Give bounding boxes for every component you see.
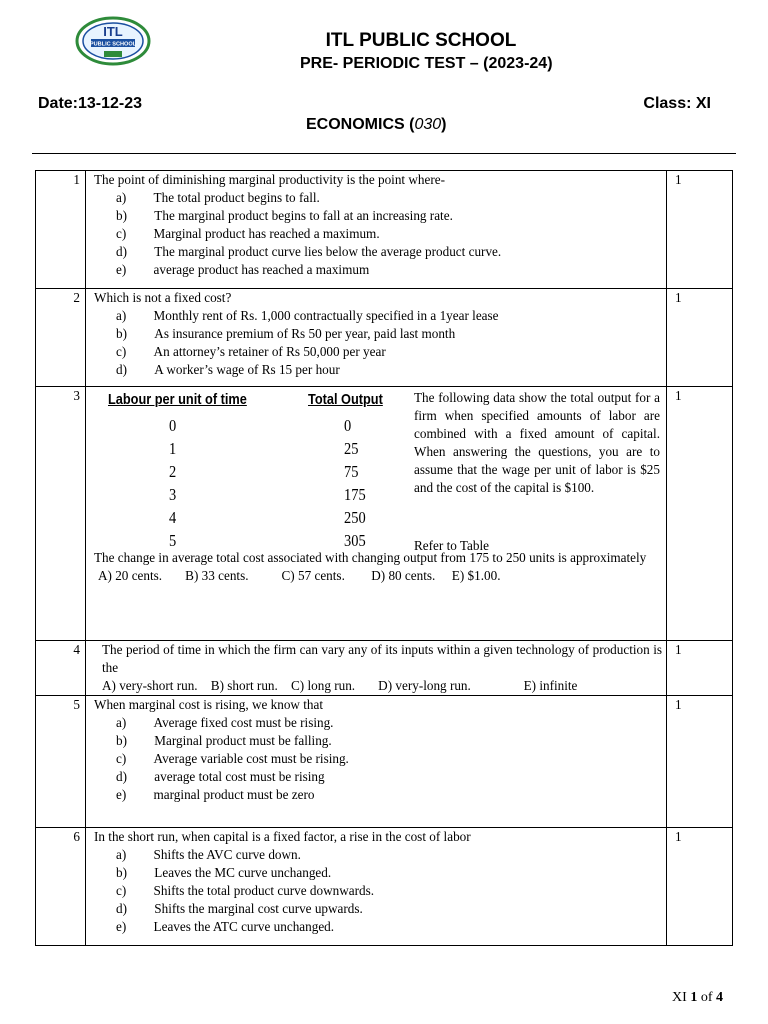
question-text: The point of diminishing marginal productivity is the point where- — [94, 172, 446, 187]
header-divider — [32, 153, 736, 154]
option: a) Average fixed cost must be rising. — [116, 715, 334, 730]
question-number: 5 — [36, 696, 86, 828]
subject-title: ECONOMICS (030) — [306, 116, 447, 133]
option: c) Average variable cost must be rising. — [116, 751, 349, 766]
refer-label: Refer to Table — [414, 538, 489, 553]
labour-value: 0 — [169, 416, 177, 435]
option: e) average product has reached a maximum — [116, 262, 370, 277]
output-value: 175 — [344, 485, 366, 504]
output-value: 0 — [344, 416, 352, 435]
output-value: 250 — [344, 508, 366, 527]
question-row-5 — [36, 696, 733, 828]
school-name: ITL PUBLIC SCHOOL — [325, 30, 517, 51]
option: e) Leaves the ATC curve unchanged. — [116, 919, 335, 934]
option: d) The marginal product curve lies below the average product curve. — [116, 244, 502, 259]
exam-title: PRE- PERIODIC TEST – (2023-24) — [300, 55, 553, 72]
question-row-3 — [36, 387, 733, 641]
marks: 1 — [667, 641, 733, 696]
option: c) Shifts the total product curve downwards. — [116, 883, 375, 898]
option: c) An attorney’s retainer of Rs 50,000 per year — [116, 344, 386, 359]
option: d) average total cost must be rising — [116, 769, 325, 784]
option: a) The total product begins to fall. — [116, 190, 320, 205]
question-number: 4 — [36, 641, 86, 696]
option: b) Marginal product must be falling. — [116, 733, 332, 748]
marks: 1 — [667, 171, 733, 289]
question-text: Which is not a fixed cost? — [94, 290, 232, 305]
question-text: The change in average total cost associated with changing output from 175 to 250 units is approximately — [94, 550, 647, 565]
question-table — [35, 170, 733, 946]
option: c) Marginal product has reached a maximum. — [116, 226, 380, 241]
options-list — [94, 714, 662, 804]
question-context: The following data show the total output for a firm when specified amounts of labor are combined with a fixed amount of capital. When answering the questions, you are to assume that the wage per unit of labor is $25 and the cost of the capital is $100. — [414, 390, 660, 495]
question-row-6 — [36, 828, 733, 946]
labour-output-table — [94, 387, 414, 561]
option: b) Leaves the MC curve unchanged. — [116, 865, 332, 880]
options-list — [94, 307, 662, 379]
labour-value: 4 — [169, 508, 177, 527]
output-value: 25 — [344, 439, 359, 458]
question-text: When marginal cost is rising, we know that — [94, 697, 324, 712]
option: a) Monthly rent of Rs. 1,000 contractually specified in a 1year lease — [116, 308, 499, 323]
question-row-1 — [36, 171, 733, 289]
svg-text:PUBLIC SCHOOL: PUBLIC SCHOOL — [89, 41, 137, 48]
option: b) The marginal product begins to fall at an increasing rate. — [116, 208, 453, 223]
option: b) As insurance premium of Rs 50 per year, paid last month — [116, 326, 456, 341]
marks: 1 — [667, 387, 733, 641]
subject-code: 030 — [414, 116, 442, 133]
svg-text:ITL: ITL — [103, 24, 123, 39]
question-row-4 — [36, 641, 733, 696]
exam-date: Date:13-12-23 — [38, 95, 143, 112]
option: e) marginal product must be zero — [116, 787, 315, 802]
question-text: The period of time in which the firm can vary any of its inputs within a given technology of production is the — [102, 642, 662, 675]
options-line: A) very-short run. B) short run. C) long run. D) very-long run. E) infinite — [102, 678, 578, 693]
labour-value: 1 — [169, 439, 177, 458]
question-row-2 — [36, 289, 733, 387]
question-number: 2 — [36, 289, 86, 387]
question-number: 1 — [36, 171, 86, 289]
page-number: XI 1 of 4 — [672, 990, 723, 1005]
marks: 1 — [667, 289, 733, 387]
question-number: 6 — [36, 828, 86, 946]
options-list — [94, 846, 662, 936]
labour-value: 2 — [169, 462, 177, 481]
option: d) A worker’s wage of Rs 15 per hour — [116, 362, 340, 377]
question-text: In the short run, when capital is a fixed factor, a rise in the cost of labor — [94, 829, 471, 844]
labour-header: Labour per unit of time — [108, 391, 247, 408]
class-label: Class: XI — [643, 95, 711, 112]
output-value: 305 — [344, 531, 366, 550]
options-list — [94, 189, 662, 279]
question-number: 3 — [36, 387, 86, 641]
output-header: Total Output — [308, 391, 383, 408]
labour-value: 3 — [169, 485, 177, 504]
marks: 1 — [667, 696, 733, 828]
labour-value: 5 — [169, 531, 177, 550]
options-line: A) 20 cents. B) 33 cents. C) 57 cents. D) 80 cents. E) $1.00. — [98, 568, 501, 583]
output-value: 75 — [344, 462, 359, 481]
option: d) Shifts the marginal cost curve upwards. — [116, 901, 363, 916]
marks: 1 — [667, 828, 733, 946]
option: a) Shifts the AVC curve down. — [116, 847, 301, 862]
